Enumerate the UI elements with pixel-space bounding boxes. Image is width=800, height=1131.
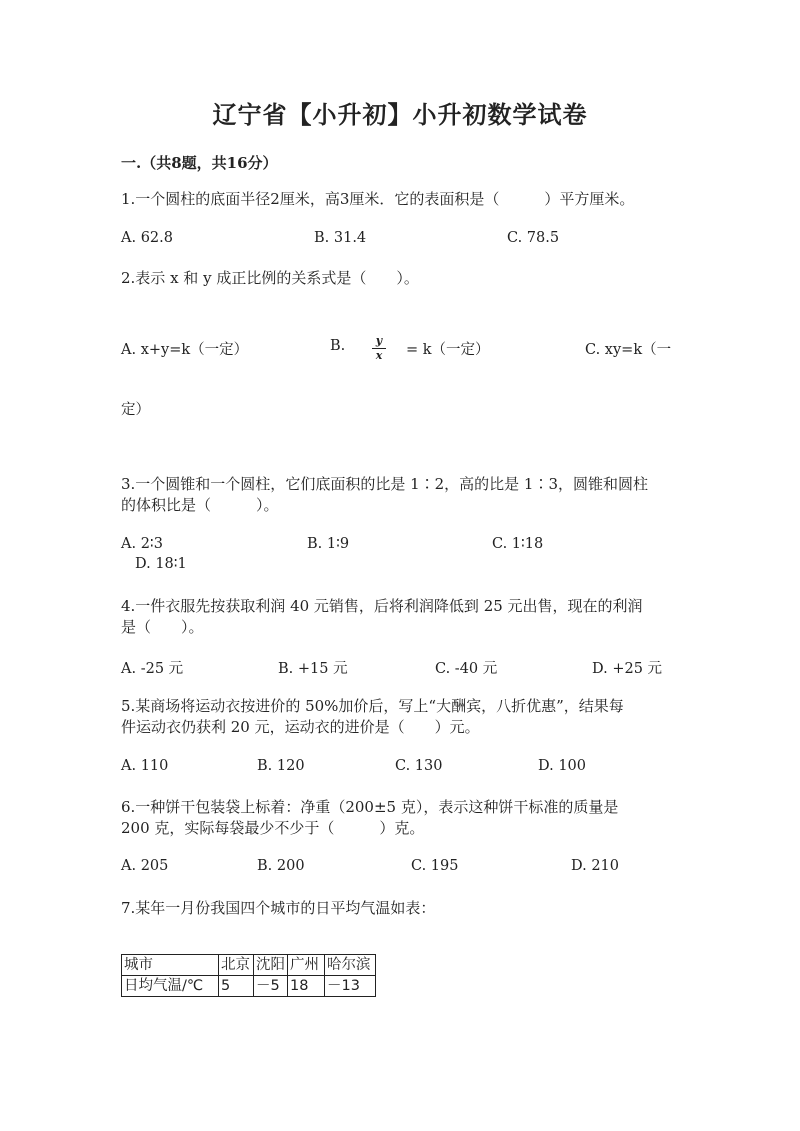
q3-option-d: D. 18∶1 — [135, 556, 187, 572]
table-row — [122, 976, 376, 997]
q1-option-c: C. 78.5 — [507, 230, 560, 246]
q4-option-b: B. +15 元 — [278, 661, 348, 677]
q2-option-c: C. xy=k（一 — [585, 342, 672, 358]
table-cell: 北京 — [219, 955, 254, 976]
q2-option-c-wrap: 定） — [121, 402, 150, 418]
q1-option-b: B. 31.4 — [314, 230, 367, 246]
table-cell: 哈尔滨 — [325, 955, 376, 976]
q2-option-b-fraction — [372, 335, 386, 362]
q4-option-d: D. +25 元 — [592, 661, 663, 677]
table-cell: 18 — [288, 976, 325, 997]
question-4-line-2: 是（ ）。 — [121, 618, 204, 636]
q5-option-c: C. 130 — [395, 758, 443, 774]
table-cell: 5 — [219, 976, 254, 997]
question-3-line-2: 的体积比是（ ）。 — [121, 496, 279, 514]
q2-option-b-label: B. — [330, 338, 346, 354]
section-heading: 一.（共8题，共16分） — [121, 154, 278, 172]
question-1: 1.一个圆柱的底面半径2厘米，高3厘米．它的表面积是（ ）平方厘米。 — [121, 190, 635, 208]
question-7: 7.某年一月份我国四个城市的日平均气温如表： — [121, 899, 436, 917]
q4-option-a: A. -25 元 — [121, 661, 184, 677]
table-cell: 城市 — [122, 955, 219, 976]
question-4-line-1: 4.一件衣服先按获取利润 40 元销售，后将利润降低到 25 元出售，现在的利润 — [121, 597, 643, 615]
table-cell: －13 — [325, 976, 376, 997]
temperature-table — [121, 954, 376, 997]
q4-option-c: C. -40 元 — [435, 661, 498, 677]
table-cell: 广州 — [288, 955, 325, 976]
question-5-line-1: 5.某商场将运动衣按进价的 50%加价后，写上“大酬宾，八折优惠”，结果每 — [121, 697, 624, 715]
question-6-line-1: 6.一种饼干包装袋上标着：净重（200±5 克），表示这种饼干标准的质量是 — [121, 798, 619, 816]
q6-option-d: D. 210 — [571, 858, 620, 874]
question-3-line-1: 3.一个圆锥和一个圆柱，它们底面积的比是 1∶2，高的比是 1∶3，圆锥和圆柱 — [121, 475, 649, 493]
question-2: 2.表示 x 和 y 成正比例的关系式是（ ）。 — [121, 269, 419, 287]
q1-option-a: A. 62.8 — [121, 230, 173, 246]
table-cell: －5 — [254, 976, 288, 997]
table-header-row — [122, 955, 376, 976]
q3-option-a: A. 2∶3 — [121, 536, 163, 552]
q3-option-c: C. 1∶18 — [492, 536, 544, 552]
q6-option-c: C. 195 — [411, 858, 459, 874]
q6-option-b: B. 200 — [257, 858, 305, 874]
q2-option-a: A. x+y=k（一定） — [121, 342, 249, 358]
fraction-denominator: x — [375, 349, 383, 362]
table-cell: 沈阳 — [254, 955, 288, 976]
page-title: 辽宁省【小升初】小升初数学试卷 — [212, 100, 588, 129]
q2-option-b-rest: = k（一定） — [406, 342, 490, 358]
q6-option-a: A. 205 — [121, 858, 169, 874]
q5-option-b: B. 120 — [257, 758, 305, 774]
question-5-line-2: 件运动衣仍获利 20 元，运动衣的进价是（ ）元。 — [121, 718, 480, 736]
table-cell: 日均气温/℃ — [122, 976, 219, 997]
fraction-numerator: y — [375, 334, 383, 347]
q3-option-b: B. 1∶9 — [307, 536, 350, 552]
q5-option-d: D. 100 — [538, 758, 587, 774]
question-6-line-2: 200 克，实际每袋最少不少于（ ）克。 — [121, 819, 425, 837]
q5-option-a: A. 110 — [121, 758, 169, 774]
